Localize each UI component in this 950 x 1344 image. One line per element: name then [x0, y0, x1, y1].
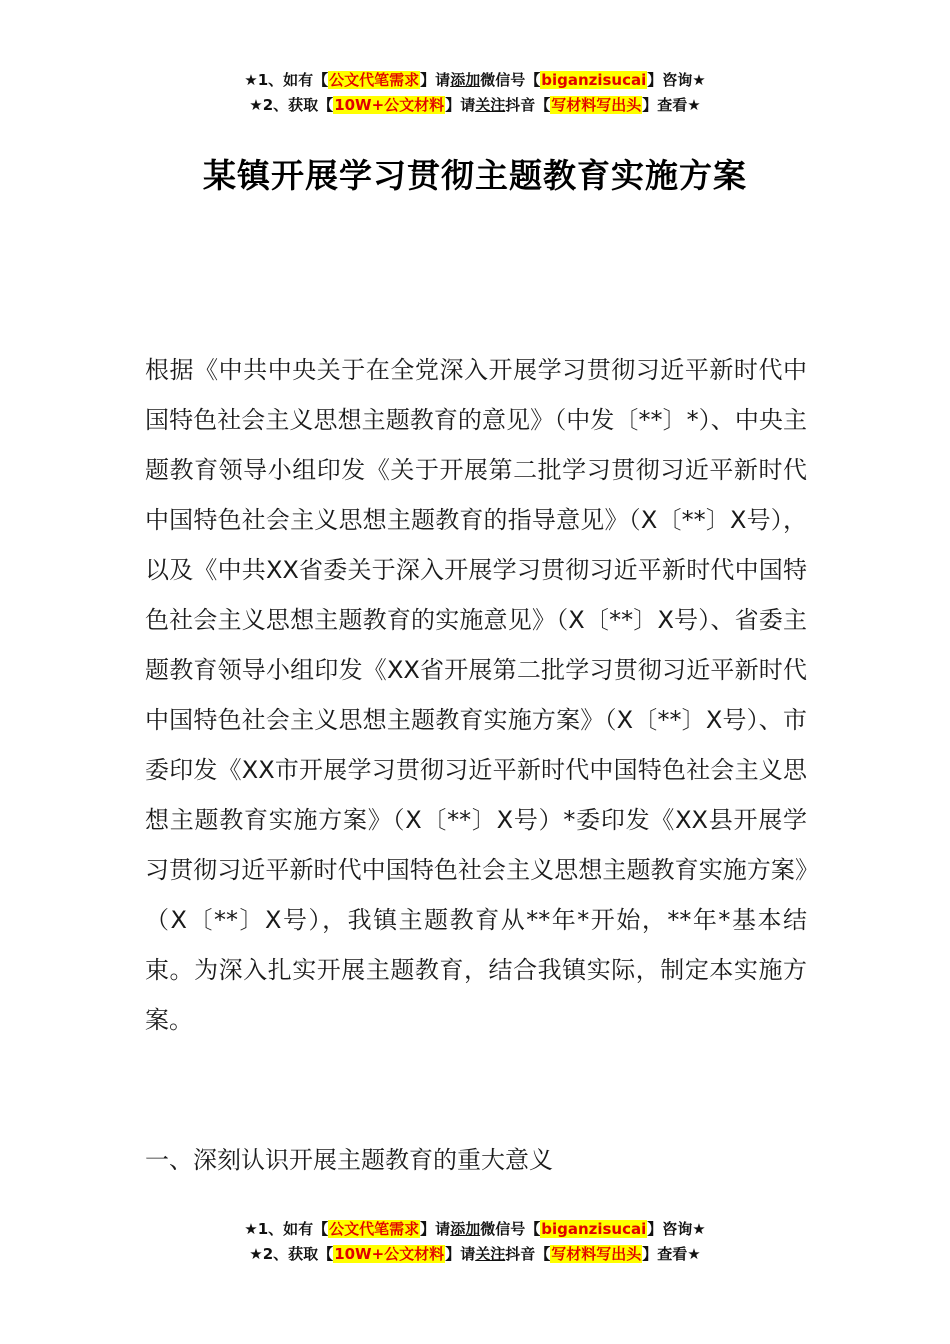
document-title: 某镇开展学习贯彻主题教育实施方案: [203, 156, 747, 195]
banner-text: 】请: [420, 71, 451, 89]
banner-highlight: biganzisucai: [541, 1220, 647, 1238]
footer-banner: [0, 1217, 950, 1267]
banner-underline: 添加: [450, 1220, 481, 1238]
banner-line-1: [0, 68, 950, 93]
banner-highlight: biganzisucai: [541, 71, 647, 89]
banner-text: 】查看★: [642, 1245, 701, 1263]
section-heading: 一、深刻认识开展主题教育的重大意义: [145, 1146, 553, 1174]
banner-highlight: 写材料写出头: [551, 1245, 642, 1263]
banner-underline: 添加: [450, 71, 481, 89]
banner-text: ★2、获取【: [249, 1245, 334, 1263]
header-banner: [0, 68, 950, 118]
banner-line-1: [0, 1217, 950, 1242]
banner-text: 微信号【: [480, 71, 541, 89]
banner-highlight: 公文代笔需求: [329, 1220, 420, 1238]
banner-underline: 关注: [475, 96, 506, 114]
banner-text: 抖音【: [505, 96, 551, 114]
banner-highlight: 写材料写出头: [551, 96, 642, 114]
banner-text: 】请: [420, 1220, 451, 1238]
body-paragraph: 根据《中共中央关于在全党深入开展学习贯彻习近平新时代中国特色社会主义思想主题教育的意见》（中发〔**〕*）、中央主题教育领导小组印发《关于开展第二批学习贯彻习近平新时代中国特色社会主义思想主题教育的指导意见》（X〔**〕X号），以及《中共XX省委关于深入开展学习贯彻习近平新时代中国特色社会主义思想主题教育的实施意见》（X〔**〕X号）、省委主题教育领导小组印发《XX省开展第二批学习贯彻习近平新时代中国特色社会主义思想主题教育实施方案》（X〔**〕X号）、市委印发《XX市开展学习贯彻习近平新时代中国特色社会主义思想主题教育实施方案》（X〔**〕X号）*委印发《XX县开展学习贯彻习近平新时代中国特色社会主义思想主题教育实施方案》（X〔**〕X号），我镇主题教育从**年*开始，**年*基本结束。为深入扎实开展主题教育，结合我镇实际，制定本实施方案。: [145, 356, 807, 1034]
banner-text: 抖音【: [505, 1245, 551, 1263]
banner-underline: 关注: [475, 1245, 506, 1263]
banner-highlight: 10W+公文材料: [334, 1245, 445, 1263]
banner-line-2: [0, 93, 950, 118]
banner-text: 】咨询★: [647, 1220, 706, 1238]
banner-text: ★1、如有【: [244, 71, 329, 89]
banner-text: 微信号【: [480, 1220, 541, 1238]
banner-line-2: [0, 1242, 950, 1267]
banner-text: ★1、如有【: [244, 1220, 329, 1238]
banner-text: 】请: [445, 1245, 476, 1263]
banner-highlight: 公文代笔需求: [329, 71, 420, 89]
banner-text: 】咨询★: [647, 71, 706, 89]
banner-text: 】请: [445, 96, 476, 114]
banner-text: 】查看★: [642, 96, 701, 114]
banner-highlight: 10W+公文材料: [334, 96, 445, 114]
banner-text: ★2、获取【: [249, 96, 334, 114]
